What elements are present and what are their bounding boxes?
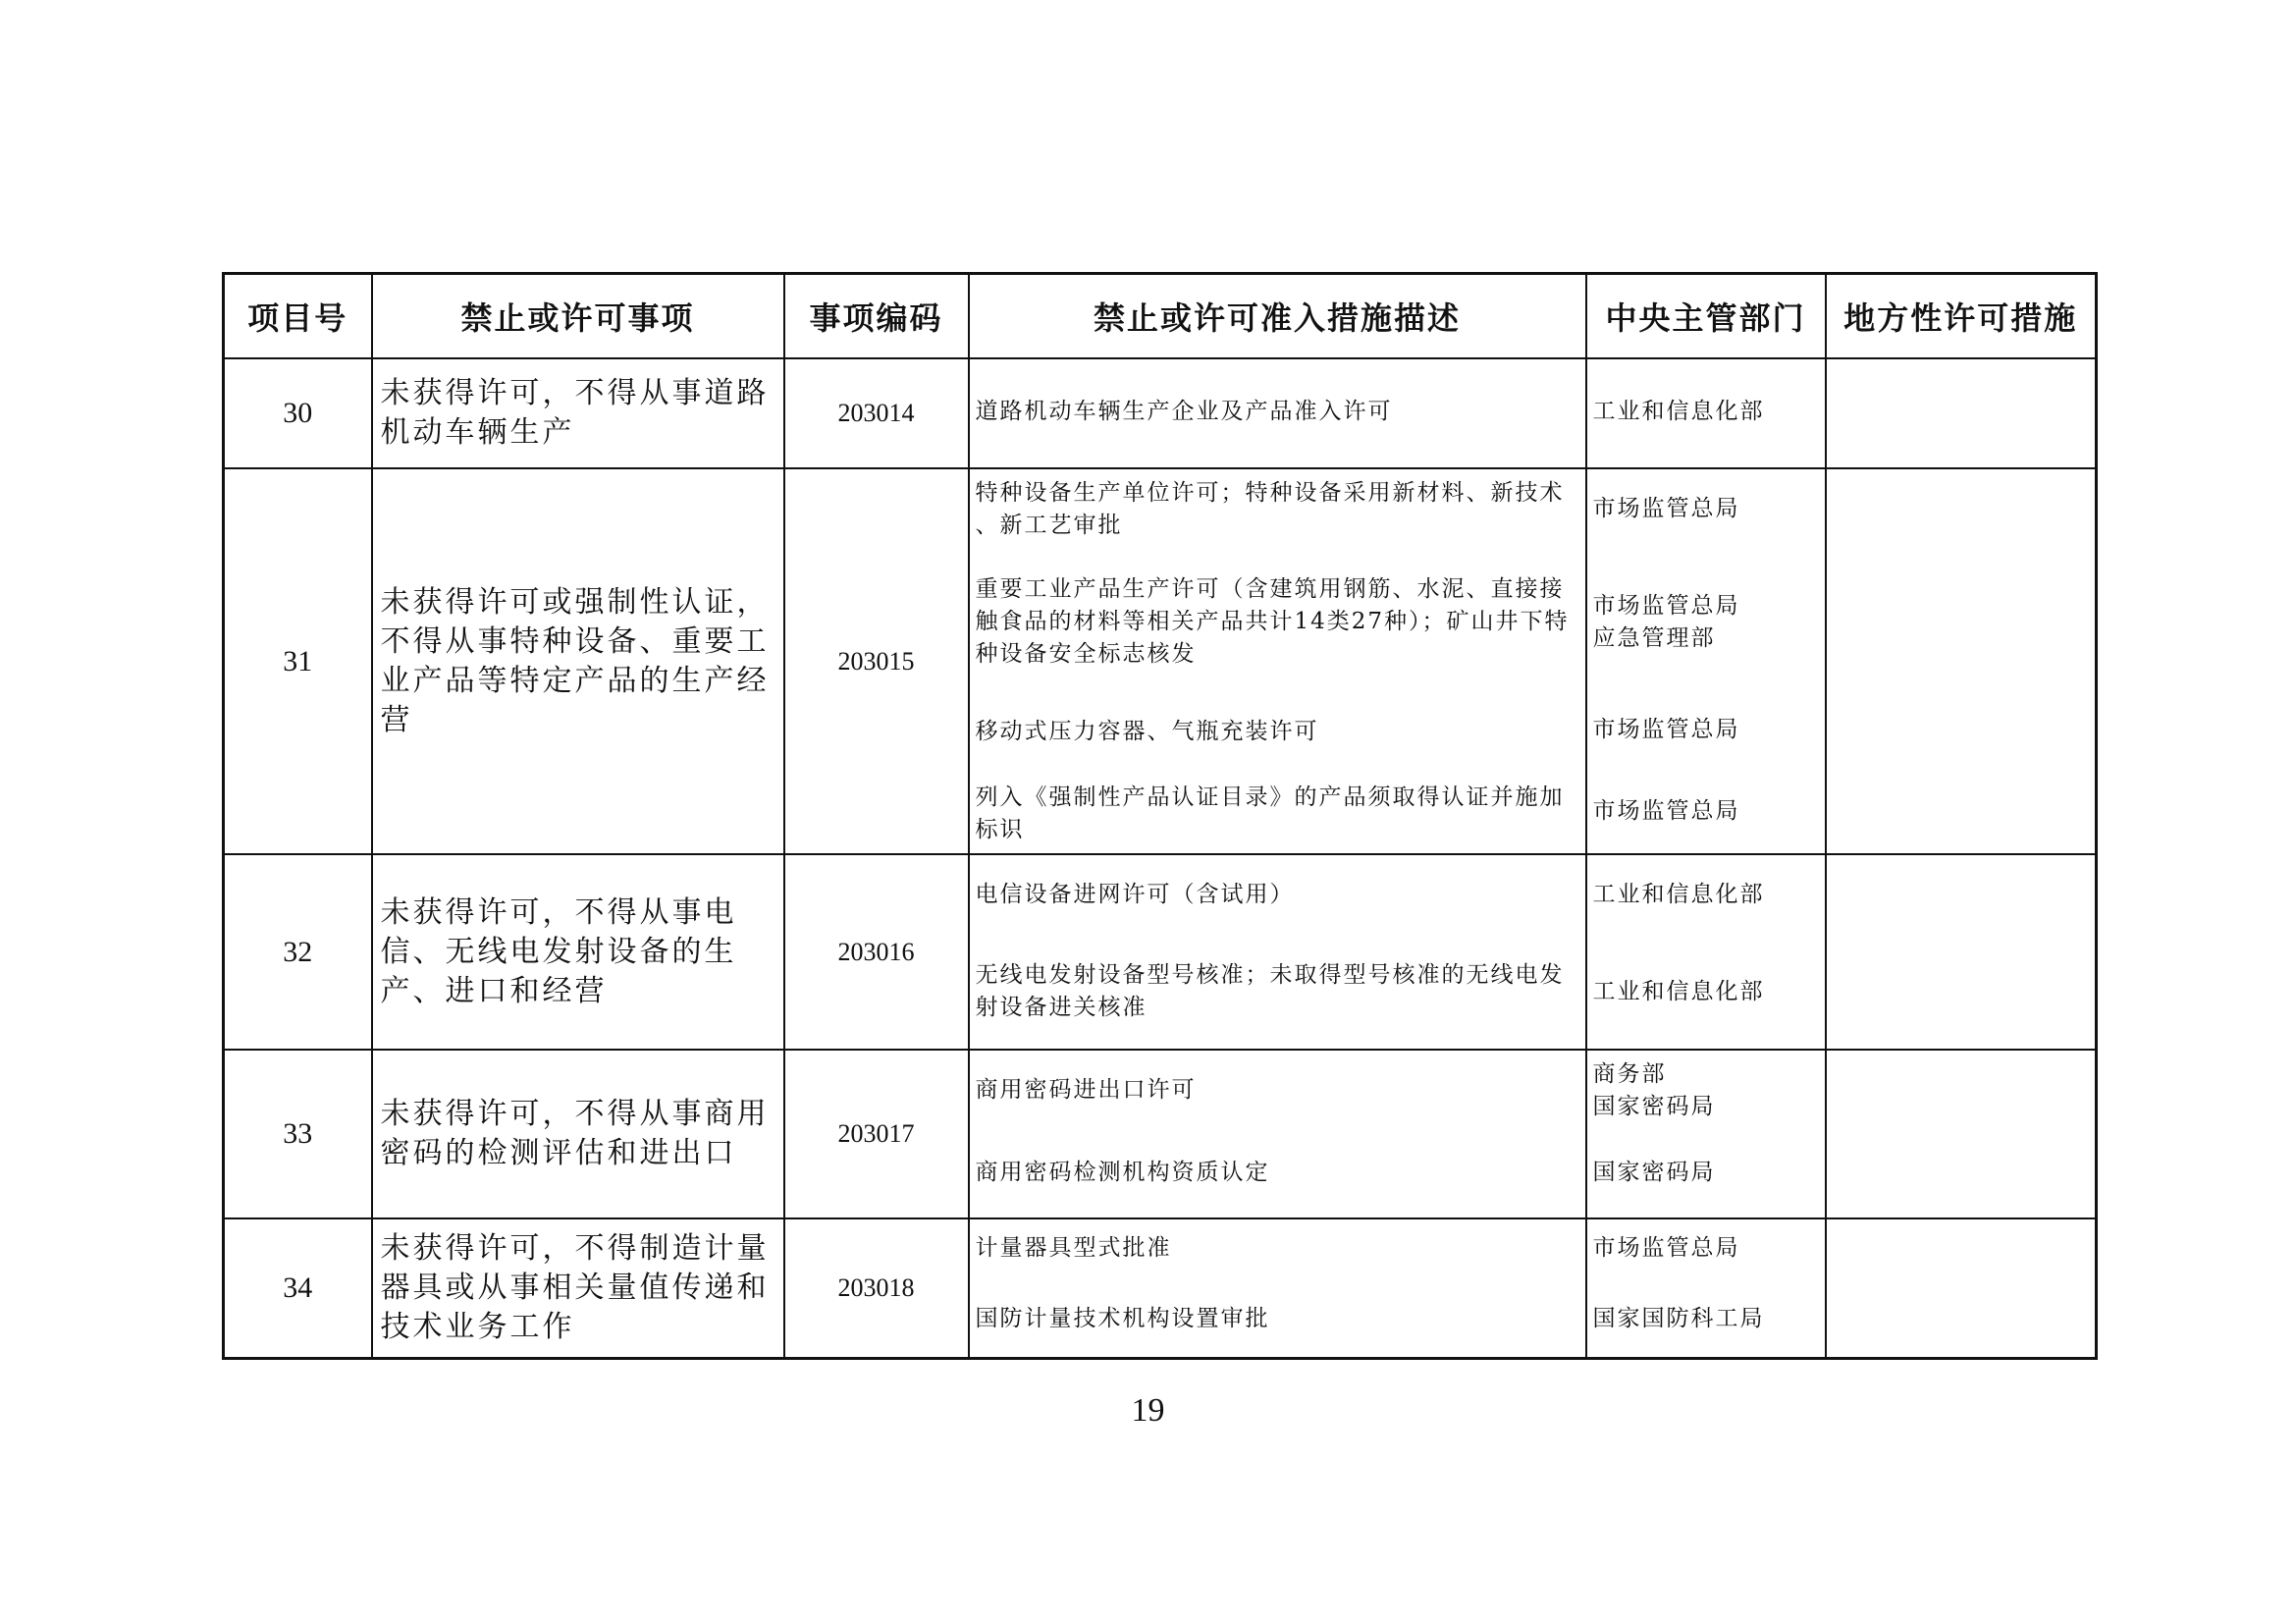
- row-department: [1586, 1050, 1826, 1218]
- row-item: 未获得许可，不得从事电信、无线电发射设备的生产、进口和经营: [372, 854, 784, 1050]
- row-number: 32: [224, 854, 372, 1050]
- department-line: 市场监管总局: [1592, 496, 1740, 521]
- department-line: 工业和信息化部: [1592, 399, 1765, 424]
- description-line: 标识: [975, 817, 1025, 842]
- header-local-measures: 地方性许可措施: [1826, 274, 2097, 359]
- department-line: 应急管理部: [1592, 625, 1716, 651]
- row-code: 203017: [784, 1050, 969, 1218]
- row-description: [969, 1218, 1586, 1359]
- header-item: 禁止或许可事项: [372, 274, 784, 359]
- table-row: [224, 1218, 2097, 1359]
- row-item: 未获得许可或强制性认证，不得从事特种设备、重要工业产品等特定产品的生产经营: [372, 468, 784, 854]
- table-header-row: [224, 274, 2097, 359]
- department-line: 市场监管总局: [1592, 798, 1740, 824]
- description-line: 商用密码进出口许可: [975, 1077, 1197, 1103]
- row-department: [1586, 854, 1826, 1050]
- header-item-number: 项目号: [224, 274, 372, 359]
- row-code: 203014: [784, 358, 969, 468]
- description-line: 特种设备生产单位许可；特种设备采用新材料、新技术: [975, 480, 1565, 506]
- row-description: [969, 854, 1586, 1050]
- department-line: 市场监管总局: [1592, 1235, 1740, 1261]
- description-line: 无线电发射设备型号核准；未取得型号核准的无线电发: [975, 962, 1565, 988]
- row-department: [1586, 358, 1826, 468]
- description-line: 移动式压力容器、气瓶充装许可: [975, 719, 1319, 744]
- description-line: 计量器具型式批准: [975, 1235, 1172, 1261]
- description-line: 触食品的材料等相关产品共计14类27种）；矿山井下特: [975, 609, 1570, 634]
- description-line: 国防计量技术机构设置审批: [975, 1306, 1270, 1331]
- row-code: 203015: [784, 468, 969, 854]
- row-local-measures: [1826, 358, 2097, 468]
- permit-table: [222, 272, 2098, 1360]
- row-description: [969, 358, 1586, 468]
- table-row: [224, 854, 2097, 1050]
- department-line: 市场监管总局: [1592, 717, 1740, 742]
- row-description: [969, 1050, 1586, 1218]
- department-line: 国家密码局: [1592, 1094, 1716, 1119]
- row-department: [1586, 468, 1826, 854]
- table-row: [224, 1050, 2097, 1218]
- description-line: 种设备安全标志核发: [975, 641, 1197, 667]
- row-local-measures: [1826, 1218, 2097, 1359]
- department-line: 商务部: [1592, 1061, 1667, 1087]
- description-line: 电信设备进网许可（含试用）: [975, 882, 1295, 907]
- row-number: 31: [224, 468, 372, 854]
- department-line: 工业和信息化部: [1592, 882, 1765, 907]
- row-item: 未获得许可，不得从事商用密码的检测评估和进出口: [372, 1050, 784, 1218]
- row-item: 未获得许可，不得制造计量器具或从事相关量值传递和技术业务工作: [372, 1218, 784, 1359]
- description-line: 、新工艺审批: [975, 513, 1123, 538]
- permit-table-container: [222, 272, 2095, 1360]
- description-line: 重要工业产品生产许可（含建筑用钢筋、水泥、直接接: [975, 576, 1565, 602]
- row-local-measures: [1826, 1050, 2097, 1218]
- row-number: 34: [224, 1218, 372, 1359]
- description-line: 列入《强制性产品认证目录》的产品须取得认证并施加: [975, 784, 1565, 810]
- table-row: [224, 358, 2097, 468]
- department-line: 国家国防科工局: [1592, 1306, 1765, 1331]
- department-line: 国家密码局: [1592, 1160, 1716, 1185]
- description-line: 商用密码检测机构资质认定: [975, 1160, 1270, 1185]
- row-department: [1586, 1218, 1826, 1359]
- row-number: 30: [224, 358, 372, 468]
- row-code: 203016: [784, 854, 969, 1050]
- row-local-measures: [1826, 468, 2097, 854]
- table-row: [224, 468, 2097, 854]
- department-line: 工业和信息化部: [1592, 979, 1765, 1004]
- row-description: [969, 468, 1586, 854]
- row-code: 203018: [784, 1218, 969, 1359]
- page-number: 19: [1131, 1392, 1165, 1429]
- description-line: 射设备进关核准: [975, 995, 1148, 1020]
- row-local-measures: [1826, 854, 2097, 1050]
- description-line: 道路机动车辆生产企业及产品准入许可: [975, 399, 1393, 424]
- row-item: 未获得许可，不得从事道路机动车辆生产: [372, 358, 784, 468]
- department-line: 市场监管总局: [1592, 593, 1740, 619]
- header-code: 事项编码: [784, 274, 969, 359]
- header-description: 禁止或许可准入措施描述: [969, 274, 1586, 359]
- row-number: 33: [224, 1050, 372, 1218]
- header-department: 中央主管部门: [1586, 274, 1826, 359]
